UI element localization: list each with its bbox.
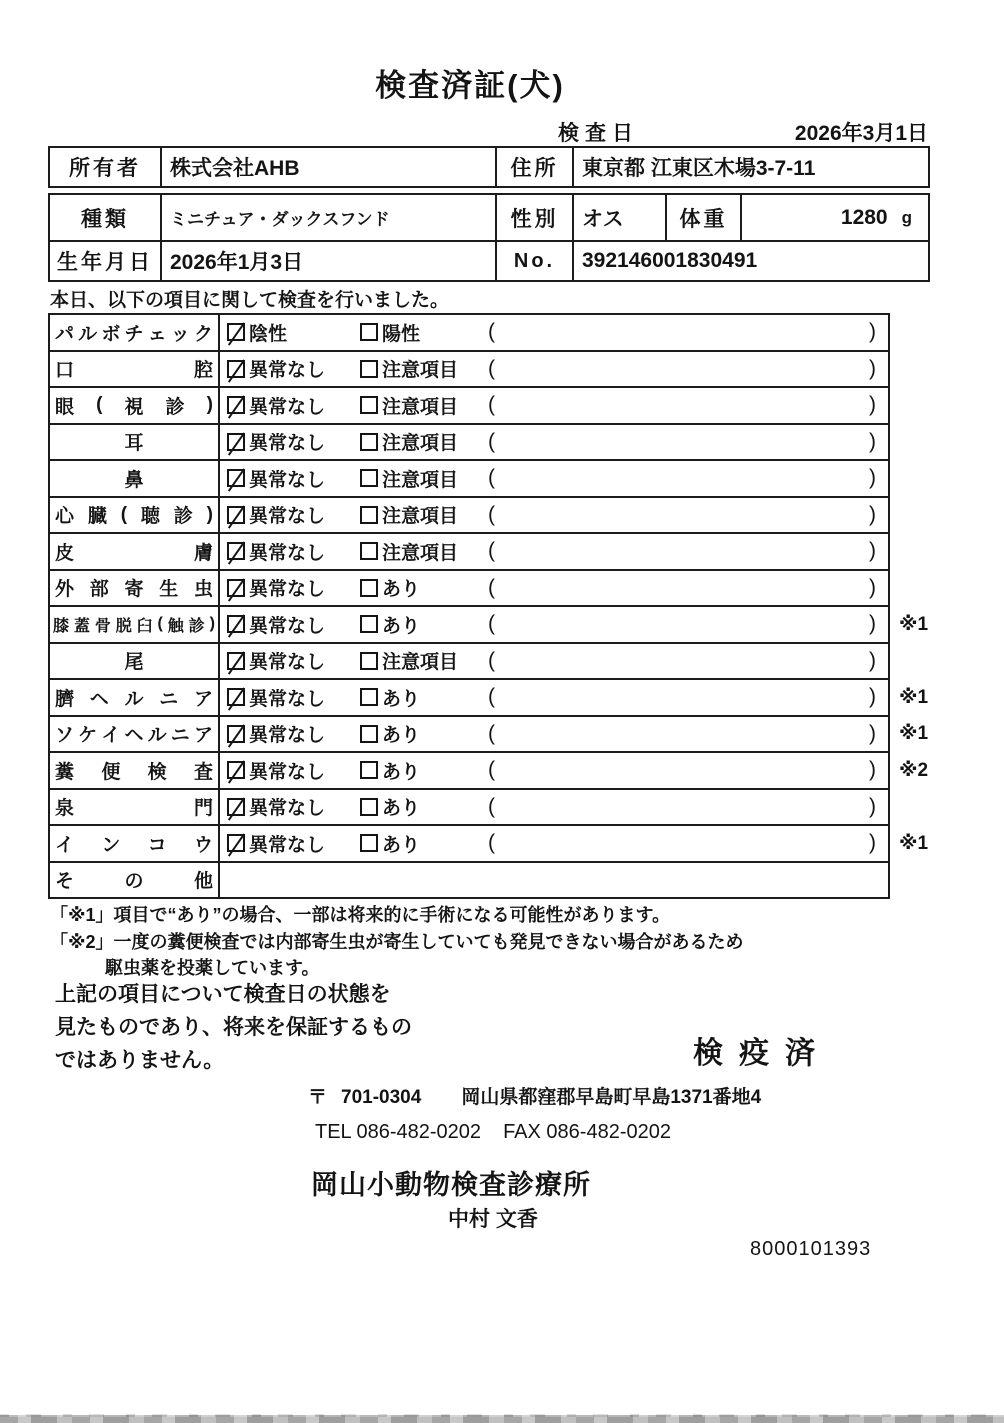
- checked-option-label: 異常なし: [249, 834, 326, 856]
- checklist-item-label: 耳: [50, 425, 220, 460]
- weight-label: 体重: [667, 195, 742, 240]
- unchecked-option-label: 注意項目: [382, 469, 459, 491]
- checkbox-unchecked-icon: [360, 579, 378, 597]
- checked-option: [227, 607, 325, 642]
- unchecked-option: [360, 680, 420, 715]
- disclaimer-line: ではありません。: [55, 1049, 225, 1072]
- checkbox-unchecked-icon: [360, 798, 378, 816]
- unchecked-option-label: あり: [382, 688, 421, 710]
- paren-open: (: [488, 502, 495, 526]
- checklist-item-label: 糞 便 検 査: [50, 753, 220, 788]
- disclaimer-text: [55, 978, 412, 1077]
- checklist-item-label: 鼻: [50, 461, 220, 496]
- checkbox-checked-icon: [227, 652, 245, 670]
- sex-label: 性別: [497, 195, 574, 240]
- unchecked-option-label: 注意項目: [382, 652, 459, 674]
- paren-open: (: [488, 356, 495, 380]
- checkbox-unchecked-icon: [360, 433, 378, 451]
- paren-close: ): [869, 429, 876, 453]
- checklist-item-label: 眼 ( 視 診 ): [50, 388, 220, 423]
- page-title: 検査済証(犬): [375, 68, 565, 103]
- veterinarian-name: 中村 文香: [448, 1208, 538, 1231]
- checkbox-unchecked-icon: [360, 506, 378, 524]
- checklist-row: [48, 824, 948, 863]
- unchecked-option: [360, 315, 420, 350]
- footnote-mark: ※1: [899, 723, 929, 745]
- checked-option-label: 異常なし: [249, 579, 326, 601]
- paren-close: ): [869, 575, 876, 599]
- paren-open: (: [488, 721, 495, 745]
- paren-close: ): [869, 502, 876, 526]
- checkbox-checked-icon: [227, 834, 245, 852]
- checked-option-label: 異常なし: [249, 725, 326, 747]
- unchecked-option-label: あり: [382, 615, 421, 637]
- scan-edge-artifact-faint: [0, 1414, 1004, 1417]
- checked-option: [227, 644, 325, 679]
- postal-mark-icon: 〒: [308, 1087, 328, 1108]
- sex-value: オス: [574, 195, 667, 240]
- fax-number: 086-482-0202: [546, 1121, 671, 1143]
- checklist-row: [48, 459, 948, 498]
- checked-option: [227, 461, 325, 496]
- unchecked-option-label: あり: [382, 725, 421, 747]
- tel-label: TEL: [315, 1121, 351, 1143]
- paren-open: (: [488, 429, 495, 453]
- checkbox-checked-icon: [227, 396, 245, 414]
- paren-open: (: [488, 466, 495, 490]
- checked-option: [227, 315, 287, 350]
- checklist: [48, 313, 948, 899]
- unchecked-option: [360, 425, 458, 460]
- weight-number: 1280: [840, 205, 888, 229]
- footnote-mark: ※1: [899, 832, 929, 854]
- checklist-item-label: イ ン コ ウ: [50, 826, 220, 861]
- paren-open: (: [488, 758, 495, 782]
- checklist-row: [48, 678, 948, 717]
- checked-option-label: 異常なし: [249, 506, 326, 528]
- checked-option-label: 異常なし: [249, 761, 326, 783]
- unchecked-option: [360, 498, 458, 533]
- checklist-row: [48, 751, 948, 790]
- weight-unit: g: [901, 207, 912, 227]
- checkbox-unchecked-icon: [360, 360, 378, 378]
- checklist-item-label: 膝 蓋 骨 脱 臼 ( 触 診 ): [50, 607, 220, 642]
- checklist-item-label: パ ル ボ チ ェ ッ ク: [50, 315, 220, 350]
- checkbox-checked-icon: [227, 688, 245, 706]
- unchecked-option-label: 陽性: [382, 323, 421, 345]
- checkbox-unchecked-icon: [360, 396, 378, 414]
- paren-open: (: [488, 794, 495, 818]
- owner-name: 株式会社AHB: [162, 148, 497, 186]
- checklist-row: [48, 423, 948, 462]
- paren-open: (: [488, 831, 495, 855]
- breed-value: ミニチュア・ダックスフンド: [162, 195, 497, 240]
- checked-option: [227, 717, 325, 752]
- paren-close: ): [869, 466, 876, 490]
- breed-label: 種類: [50, 195, 162, 240]
- checkbox-checked-icon: [227, 506, 245, 524]
- unchecked-option: [360, 571, 420, 606]
- checked-option: [227, 790, 325, 825]
- clinic-name: 岡山小動物検査診療所: [311, 1170, 591, 1200]
- checklist-item-label: 皮 膚: [50, 534, 220, 569]
- checklist-row: [48, 532, 948, 571]
- registration-no-label: No.: [497, 242, 574, 280]
- owner-label: 所有者: [50, 148, 162, 186]
- checked-option: [227, 352, 325, 387]
- unchecked-option: [360, 607, 420, 642]
- checklist-row: [48, 313, 948, 352]
- paren-close: ): [869, 393, 876, 417]
- paren-close: ): [869, 612, 876, 636]
- clinic-postal-address: [308, 1082, 761, 1109]
- paren-open: (: [488, 393, 495, 417]
- checked-option: [227, 498, 325, 533]
- birthdate-value: 2026年1月3日: [162, 242, 497, 280]
- unchecked-option-label: あり: [382, 761, 421, 783]
- inspection-date-value: 2026年3月1日: [794, 122, 928, 145]
- checked-option-label: 異常なし: [249, 798, 326, 820]
- paren-open: (: [488, 320, 495, 344]
- checkbox-unchecked-icon: [360, 615, 378, 633]
- registration-no-value: 392146001830491: [582, 249, 758, 272]
- checklist-row: [48, 605, 948, 644]
- paren-close: ): [869, 831, 876, 855]
- paren-close: ): [869, 356, 876, 380]
- paren-open: (: [488, 648, 495, 672]
- paren-open: (: [488, 539, 495, 563]
- checked-option-label: 異常なし: [249, 652, 326, 674]
- checkbox-checked-icon: [227, 761, 245, 779]
- checklist-row: [48, 496, 948, 535]
- checkbox-unchecked-icon: [360, 688, 378, 706]
- checked-option: [227, 753, 325, 788]
- checked-option: [227, 388, 325, 423]
- owner-table: [48, 146, 930, 188]
- checklist-item-label: 心 臓 ( 聴 診 ): [50, 498, 220, 533]
- unchecked-option-label: 注意項目: [382, 542, 459, 564]
- footnote-2-line1: 「※2」一度の糞便検査では内部寄生虫が寄生していても発見できない場合があるため: [50, 932, 744, 952]
- intro-text: 本日、以下の項目に関して検査を行いました。: [50, 290, 450, 311]
- checklist-row: [48, 642, 948, 681]
- checkbox-unchecked-icon: [360, 469, 378, 487]
- unchecked-option: [360, 826, 420, 861]
- checkbox-checked-icon: [227, 615, 245, 633]
- unchecked-option: [360, 790, 420, 825]
- checklist-item-label: 臍 ヘ ル ニ ア: [50, 680, 220, 715]
- paren-close: ): [869, 320, 876, 344]
- fax-label: FAX: [503, 1121, 541, 1143]
- checked-option-label: 異常なし: [249, 688, 326, 710]
- checklist-item-label: 口 腔: [50, 352, 220, 387]
- checked-option-label: 異常なし: [249, 360, 326, 382]
- postal-code: 701-0304: [341, 1087, 422, 1108]
- checklist-item-label: 泉 門: [50, 790, 220, 825]
- birthdate-row: [50, 240, 928, 280]
- unchecked-option-label: 注意項目: [382, 360, 459, 382]
- paren-close: ): [869, 721, 876, 745]
- checklist-row: [48, 386, 948, 425]
- serial-number: 8000101393: [750, 1238, 872, 1260]
- pet-info-table: [48, 193, 930, 282]
- unchecked-option: [360, 388, 458, 423]
- footnote-mark: ※2: [899, 759, 929, 781]
- checked-option: [227, 425, 325, 460]
- paren-close: ): [869, 758, 876, 782]
- checkbox-unchecked-icon: [360, 652, 378, 670]
- checklist-item-label: そ の 他: [50, 863, 220, 898]
- checklist-row: [48, 350, 948, 389]
- unchecked-option: [360, 461, 458, 496]
- clinic-phone-line: [315, 1121, 671, 1144]
- paren-open: (: [488, 685, 495, 709]
- breed-row: [50, 195, 928, 240]
- unchecked-option-label: あり: [382, 834, 421, 856]
- checklist-row: [48, 788, 948, 827]
- footnote-mark: ※1: [899, 686, 929, 708]
- checked-option: [227, 680, 325, 715]
- owner-address-label: 住所: [497, 148, 574, 186]
- checked-option-label: 異常なし: [249, 469, 326, 491]
- checked-option: [227, 534, 325, 569]
- unchecked-option-label: 注意項目: [382, 506, 459, 528]
- checked-option: [227, 826, 325, 861]
- paren-close: ): [869, 794, 876, 818]
- footnote-1: 「※1」項目で“あり”の場合、一部は将来的に手術になる可能性があります。: [50, 905, 671, 925]
- paren-open: (: [488, 575, 495, 599]
- checklist-item-label: 尾: [50, 644, 220, 679]
- unchecked-option: [360, 717, 420, 752]
- tel-number: 086-482-0202: [356, 1121, 482, 1143]
- unchecked-option: [360, 644, 458, 679]
- checked-option-label: 異常なし: [249, 433, 326, 455]
- checkbox-checked-icon: [227, 469, 245, 487]
- quarantine-stamp: 検疫済: [693, 1037, 831, 1070]
- checklist-row: [48, 569, 948, 608]
- footnote-2-line2: 駆虫薬を投薬しています。: [105, 958, 320, 978]
- owner-address: 東京都 江東区木場3-7-11: [582, 157, 816, 180]
- disclaimer-line: 上記の項目について検査日の状態を: [55, 983, 391, 1006]
- owner-row: [50, 148, 928, 186]
- clinic-address: 岡山県都窪郡早島町早島1371番地4: [461, 1087, 762, 1108]
- weight-value: [742, 195, 928, 240]
- unchecked-option-label: あり: [382, 798, 421, 820]
- checkbox-unchecked-icon: [360, 761, 378, 779]
- checkbox-unchecked-icon: [360, 725, 378, 743]
- checkbox-checked-icon: [227, 579, 245, 597]
- checkbox-checked-icon: [227, 542, 245, 560]
- inspection-date-label: 検査日: [558, 122, 639, 145]
- checkbox-unchecked-icon: [360, 323, 378, 341]
- checklist-item-label: 外 部 寄 生 虫: [50, 571, 220, 606]
- unchecked-option-label: 注意項目: [382, 433, 459, 455]
- paren-close: ): [869, 648, 876, 672]
- checklist-row: [48, 861, 948, 900]
- checked-option-label: 異常なし: [249, 542, 326, 564]
- checklist-item-label: ソ ケ イ ヘ ル ニ ア: [50, 717, 220, 752]
- checked-option-label: 陰性: [249, 323, 288, 345]
- checkbox-unchecked-icon: [360, 542, 378, 560]
- paren-close: ): [869, 685, 876, 709]
- unchecked-option-label: 注意項目: [382, 396, 459, 418]
- checkbox-checked-icon: [227, 798, 245, 816]
- unchecked-option: [360, 753, 420, 788]
- unchecked-option: [360, 352, 458, 387]
- disclaimer-line: 見たものであり、将来を保証するもの: [55, 1016, 412, 1039]
- paren-close: ): [869, 539, 876, 563]
- checkbox-checked-icon: [227, 323, 245, 341]
- unchecked-option-label: あり: [382, 579, 421, 601]
- birthdate-label: 生年月日: [50, 242, 162, 280]
- checked-option-label: 異常なし: [249, 615, 326, 637]
- checklist-row: [48, 715, 948, 754]
- checkbox-checked-icon: [227, 725, 245, 743]
- checked-option-label: 異常なし: [249, 396, 326, 418]
- paren-open: (: [488, 612, 495, 636]
- unchecked-option: [360, 534, 458, 569]
- checkbox-unchecked-icon: [360, 834, 378, 852]
- checkbox-checked-icon: [227, 360, 245, 378]
- checkbox-checked-icon: [227, 433, 245, 451]
- footnote-mark: ※1: [899, 613, 929, 635]
- checked-option: [227, 571, 325, 606]
